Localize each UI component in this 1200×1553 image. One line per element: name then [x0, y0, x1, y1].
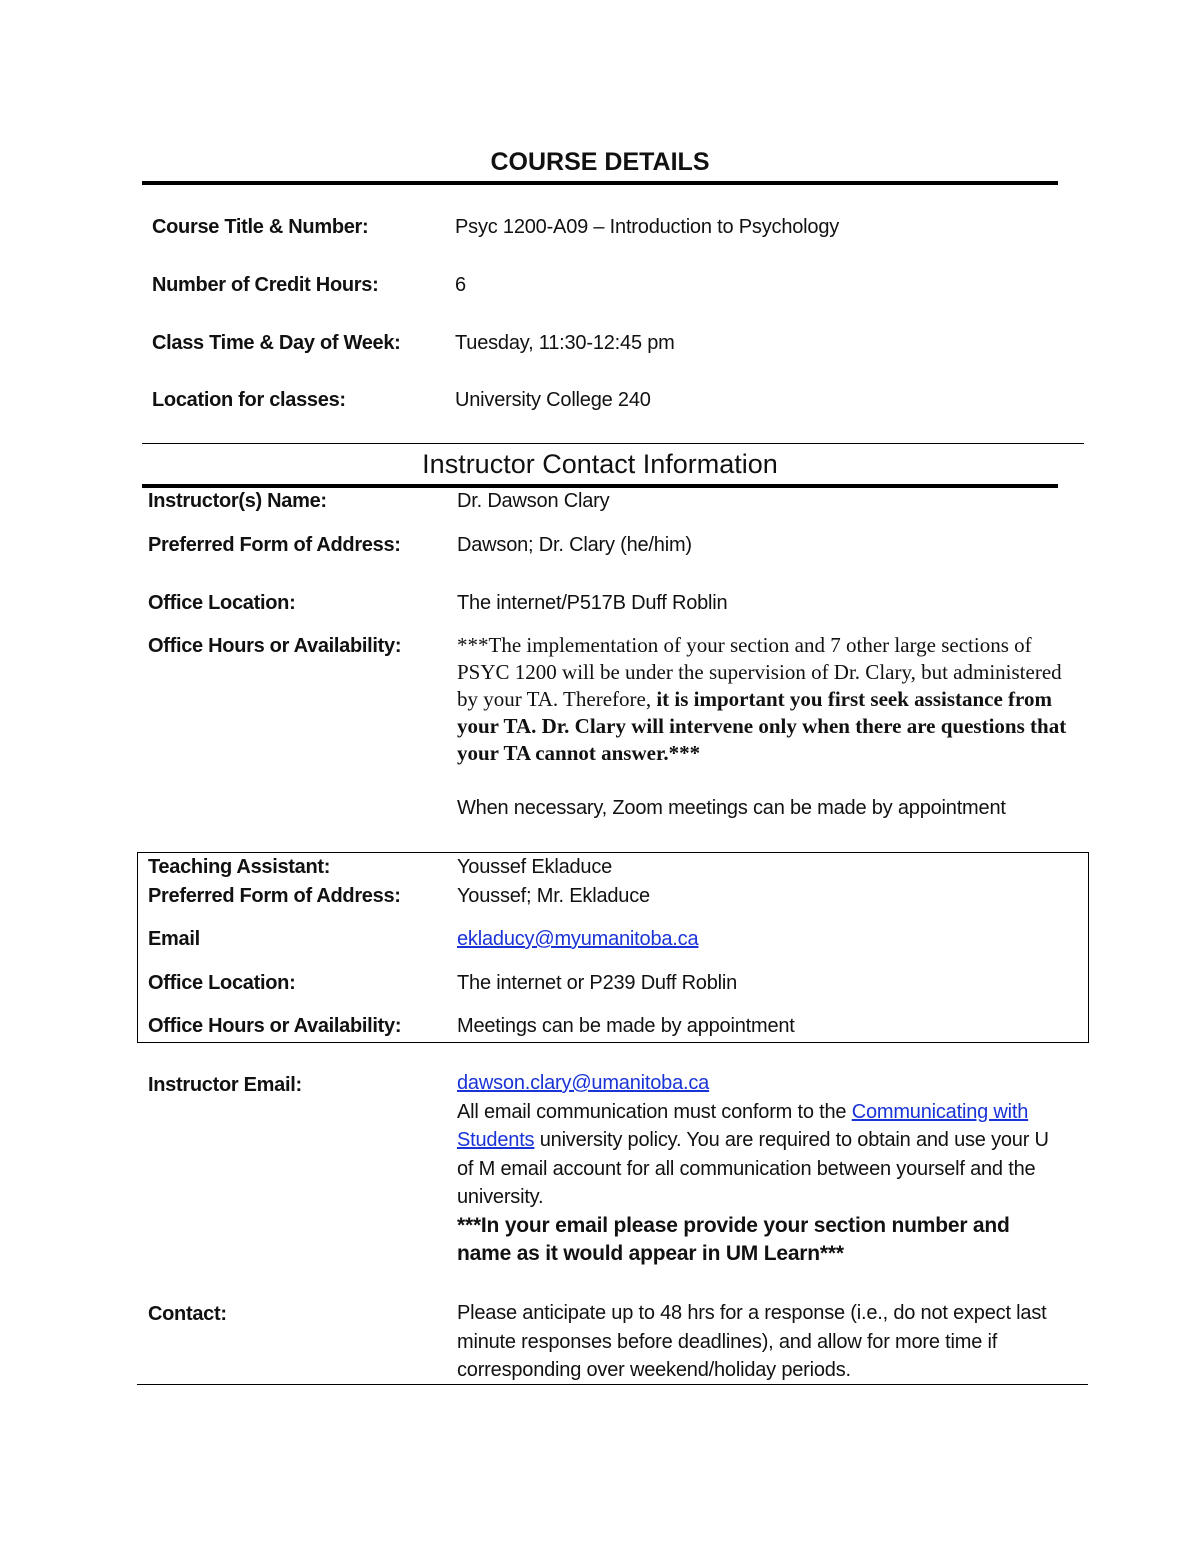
ta-email-label: Email	[148, 928, 200, 950]
instructor-email-label: Instructor Email:	[148, 1074, 302, 1096]
policy-post-text: university policy. You are required to obtain and use your U of M email account for all communication between yourself and the university.	[457, 1129, 1049, 1208]
instructor-name-label: Instructor(s) Name:	[148, 490, 327, 512]
ta-hours-value: Meetings can be made by appointment	[457, 1015, 795, 1037]
ta-label: Teaching Assistant:	[148, 856, 331, 878]
instructor-heading: Instructor Contact Information	[422, 449, 778, 479]
email-bold-note: ***In your email please provide your section number and name as it would appear in UM Learn***	[457, 1213, 1010, 1265]
hours-bold-text: it is important you first seek assistance from your TA. Dr. Clary will intervene only when there are questions that your TA cannot answer.***	[457, 687, 1067, 765]
ta-office-value: The internet or P239 Duff Roblin	[457, 972, 738, 994]
instructor-office-label: Office Location:	[148, 592, 296, 614]
instructor-heading-rule	[142, 484, 1058, 488]
location-value: University College 240	[455, 389, 651, 411]
course-title-label: Course Title & Number:	[152, 216, 369, 238]
class-time-label: Class Time & Day of Week:	[152, 332, 401, 354]
ta-hours-label: Office Hours or Availability:	[148, 1015, 402, 1037]
ta-name-value: Youssef Ekladuce	[457, 856, 613, 878]
section-divider	[142, 443, 1084, 444]
instructor-address-label: Preferred Form of Address:	[148, 534, 401, 556]
instructor-hours-text	[457, 632, 1079, 767]
ta-address-label: Preferred Form of Address:	[148, 885, 401, 907]
contact-label: Contact:	[148, 1303, 227, 1325]
instructor-zoom-note: When necessary, Zoom meetings can be made by appointment	[457, 797, 1006, 819]
instructor-name-value: Dr. Dawson Clary	[457, 490, 610, 512]
course-title-value: Psyc 1200-A09 – Introduction to Psychology	[455, 216, 840, 238]
bottom-rule	[137, 1384, 1088, 1385]
ta-email-link[interactable]: ekladucy@myumanitoba.ca	[457, 928, 699, 950]
credit-hours-value: 6	[455, 274, 466, 296]
communicating-with-students-link[interactable]: Communicating with Students	[457, 1100, 1029, 1151]
course-details-heading: COURSE DETAILS	[490, 148, 710, 176]
heading-rule	[142, 181, 1058, 185]
hours-plain-text: ***The implementation of your section and 7 other large sections of PSYC 1200 will be under the supervision of Dr. Clary, but administered by your TA. Therefore,	[457, 633, 1062, 711]
instructor-office-value: The internet/P517B Duff Roblin	[457, 592, 728, 614]
instructor-email-link[interactable]: dawson.clary@umanitoba.ca	[457, 1072, 710, 1094]
credit-hours-label: Number of Credit Hours:	[152, 274, 379, 296]
class-time-value: Tuesday, 11:30-12:45 pm	[455, 332, 675, 354]
contact-value: Please anticipate up to 48 hrs for a response (i.e., do not expect last minute responses before deadlines), and allow for more time if corresponding over weekend/holiday periods.	[457, 1302, 1047, 1381]
policy-pre-text: All email communication must conform to the	[457, 1100, 847, 1123]
instructor-hours-label: Office Hours or Availability:	[148, 635, 402, 657]
ta-address-value: Youssef; Mr. Ekladuce	[457, 885, 650, 907]
ta-office-label: Office Location:	[148, 972, 296, 994]
instructor-email-block	[457, 1069, 1069, 1269]
location-label: Location for classes:	[152, 389, 346, 411]
instructor-address-value: Dawson; Dr. Clary (he/him)	[457, 534, 692, 556]
